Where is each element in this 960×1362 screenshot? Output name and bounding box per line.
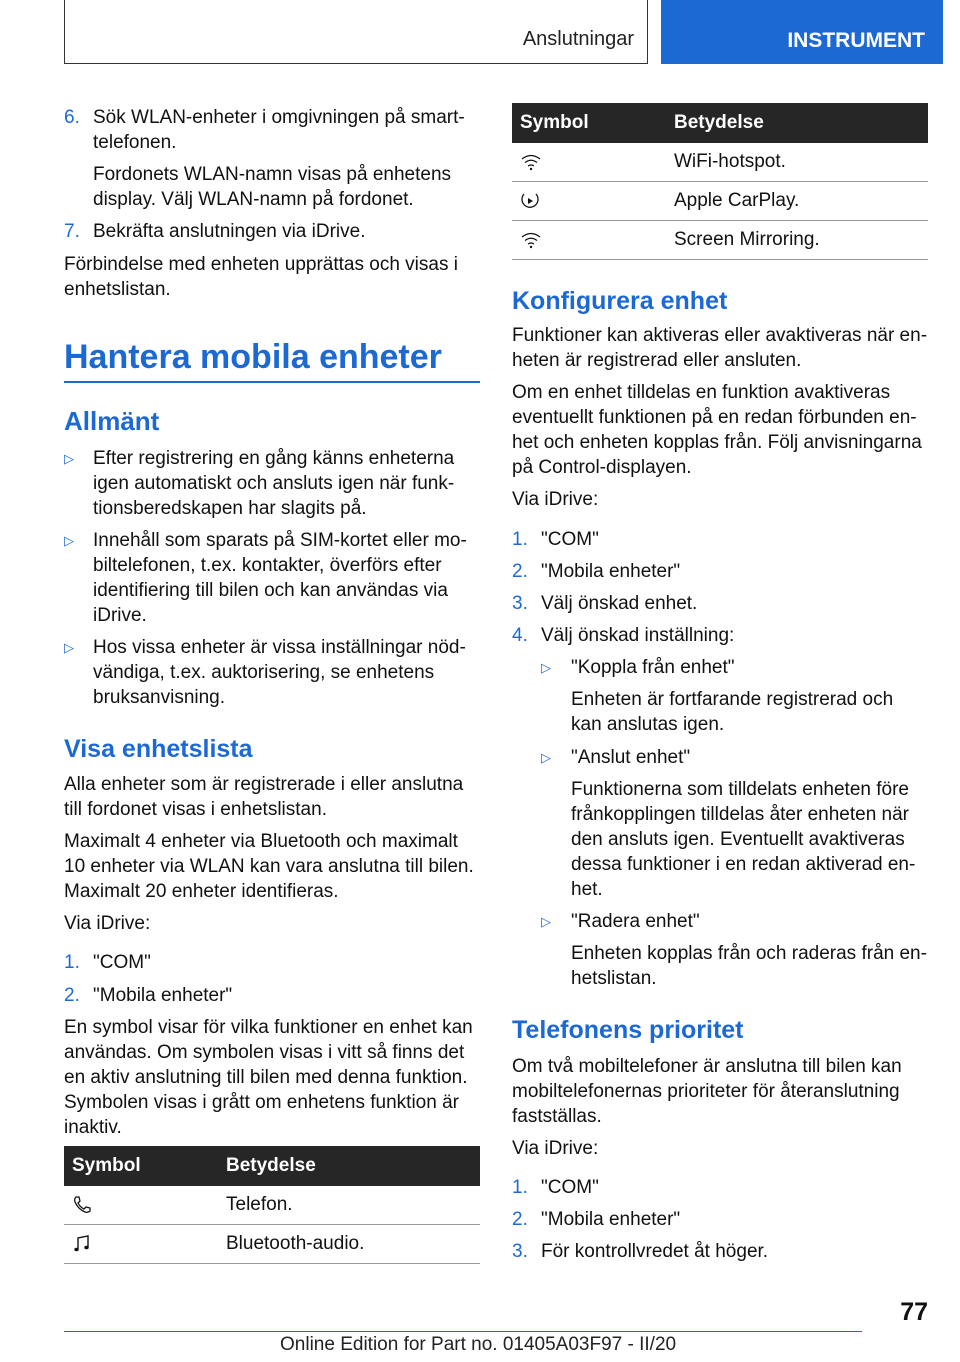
bullet-item: Efter registrering en gång känns enheterna igen automatiskt och ansluts igen när funk- tionsberedskapen har slagits på. xyxy=(93,448,455,519)
table-row xyxy=(512,143,928,182)
step-number: 1. xyxy=(512,529,528,550)
step-text: "Mobila enheter" xyxy=(541,1209,681,1230)
step-number: 7. xyxy=(64,221,80,242)
step-note: Fordonets WLAN-namn visas på enhetens display. Välj WLAN-namn på fordonet. xyxy=(93,164,452,210)
phone-icon xyxy=(64,1186,218,1225)
table-cell: WiFi-hotspot. xyxy=(666,143,928,182)
section-heading-general: Allmänt xyxy=(64,406,160,436)
step-text: "COM" xyxy=(93,952,151,973)
page-heading: Hantera mobila enheter xyxy=(64,338,442,376)
section-heading-priority: Telefonens prioritet xyxy=(512,1016,744,1044)
bullet-triangle-icon: ▷ xyxy=(541,914,551,929)
step-text: Sök WLAN-enheter i omgivningen på smart- telefonen. xyxy=(93,107,465,153)
table-header-row xyxy=(64,1146,480,1186)
column-header: Symbol xyxy=(512,103,666,143)
step-number: 1. xyxy=(512,1177,528,1198)
step-text: "Mobila enheter" xyxy=(541,561,681,582)
wifi-icon xyxy=(512,221,666,260)
column-header: Symbol xyxy=(64,1146,218,1186)
step-number: 3. xyxy=(512,593,528,614)
step-number: 2. xyxy=(512,561,528,582)
step-number: 2. xyxy=(512,1209,528,1230)
symbol-table-right xyxy=(512,103,928,260)
heading-rule xyxy=(64,381,480,383)
table-header-row xyxy=(512,103,928,143)
table-cell: Apple CarPlay. xyxy=(666,182,928,221)
step-number: 1. xyxy=(64,952,80,973)
paragraph: Alla enheter som är registrerade i eller anslutna till fordonet visas i enhetslistan. xyxy=(64,774,464,820)
bullet-item: Hos vissa enheter är vissa inställningar nöd- vändiga, t.ex. auktorisering, se enhetens bruksanvisning. xyxy=(93,637,466,708)
paragraph: En symbol visar för vilka funktioner en enhet kan användas. Om symbolen visas i vitt så finns det en aktiv anslutning till bilen med denna funktion. Symbolen visas i grått om enhetens funktion är inaktiv. xyxy=(64,1017,473,1138)
wifi-icon xyxy=(512,143,666,182)
step-text: "COM" xyxy=(541,1177,599,1198)
paragraph: Maximalt 4 enheter via Bluetooth och maximalt 10 enheter via WLAN kan vara anslutna till bilen. Maximalt 20 enheter identifieras. xyxy=(64,831,474,902)
step-text: Välj önskad enhet. xyxy=(541,593,698,614)
page-number: 77 xyxy=(900,1298,928,1326)
section-heading-device-list: Visa enhetslista xyxy=(64,735,253,763)
via-idrive-label: Via iDrive: xyxy=(64,913,151,934)
table-row xyxy=(64,1186,480,1225)
symbol-table xyxy=(64,1146,480,1264)
footer-edition: Online Edition for Part no. 01405A03F97 - II/20 xyxy=(280,1334,677,1355)
step-text: För kontrollvredet åt höger. xyxy=(541,1241,769,1262)
step-number: 4. xyxy=(512,625,528,646)
section-title: Anslutningar xyxy=(522,28,634,50)
table-row xyxy=(512,221,928,260)
bullet-item: "Anslut enhet" Funktionerna som tilldelats enheten före frånkopplingen tilldelas åter enheten när den ansluts igen. Eventuellt avaktiveras dessa funktioner i en redan aktiverad en- het. xyxy=(571,747,916,900)
via-idrive-label: Via iDrive: xyxy=(512,1138,599,1159)
paragraph: Om två mobiltelefoner är anslutna till bilen kan mobiltelefonernas prioriteter för återanslutning fastställas. xyxy=(512,1056,902,1127)
step-text: Bekräfta anslutningen via iDrive. xyxy=(93,221,366,242)
bullet-triangle-icon: ▷ xyxy=(64,640,74,655)
chapter-tab xyxy=(661,0,943,64)
table-cell: Telefon. xyxy=(218,1186,480,1225)
table-cell: Screen Mirroring. xyxy=(666,221,928,260)
table-row xyxy=(64,1225,480,1264)
paragraph: Förbindelse med enheten upprättas och visas i enhetslistan. xyxy=(64,254,458,300)
bullet-triangle-icon: ▷ xyxy=(541,750,551,765)
table-cell: Bluetooth-audio. xyxy=(218,1225,480,1264)
footer-rule xyxy=(64,1331,862,1332)
column-header: Betydelse xyxy=(666,103,928,143)
step-number: 6. xyxy=(64,107,80,128)
bullet-item: Innehåll som sparats på SIM-kortet eller mo- biltelefonen, t.ex. kontakter, överförs efter identifiering till bilen och kan användas via iDrive. xyxy=(93,530,467,626)
step-number: 3. xyxy=(512,1241,528,1262)
carplay-icon xyxy=(512,182,666,221)
bullet-triangle-icon: ▷ xyxy=(541,660,551,675)
column-header: Betydelse xyxy=(218,1146,480,1186)
bullet-triangle-icon: ▷ xyxy=(64,533,74,548)
step-text: "Mobila enheter" xyxy=(93,985,233,1006)
chapter-title: INSTRUMENT xyxy=(787,29,925,52)
music-note-icon xyxy=(64,1225,218,1264)
bullet-item: "Radera enhet" Enheten kopplas från och raderas från en- hetslistan. xyxy=(571,911,927,989)
paragraph: Funktioner kan aktiveras eller avaktiveras när en- heten är registrerad eller ansluten. xyxy=(512,325,928,371)
section-heading-configure: Konfigurera enhet xyxy=(512,287,728,315)
step-number: 2. xyxy=(64,985,80,1006)
paragraph: Om en enhet tilldelas en funktion avaktiveras eventuellt funktionen på en redan förbunden en- het och enheten kopplas från. Följ anvisningarna på Control-displayen. xyxy=(512,382,922,478)
step-text: "COM" xyxy=(541,529,599,550)
bullet-item: "Koppla från enhet" Enheten är fortfarande registrerad och kan anslutas igen. xyxy=(571,657,894,735)
table-row xyxy=(512,182,928,221)
step-text: Välj önskad inställning: xyxy=(541,625,735,646)
bullet-triangle-icon: ▷ xyxy=(64,451,74,466)
via-idrive-label: Via iDrive: xyxy=(512,489,599,510)
